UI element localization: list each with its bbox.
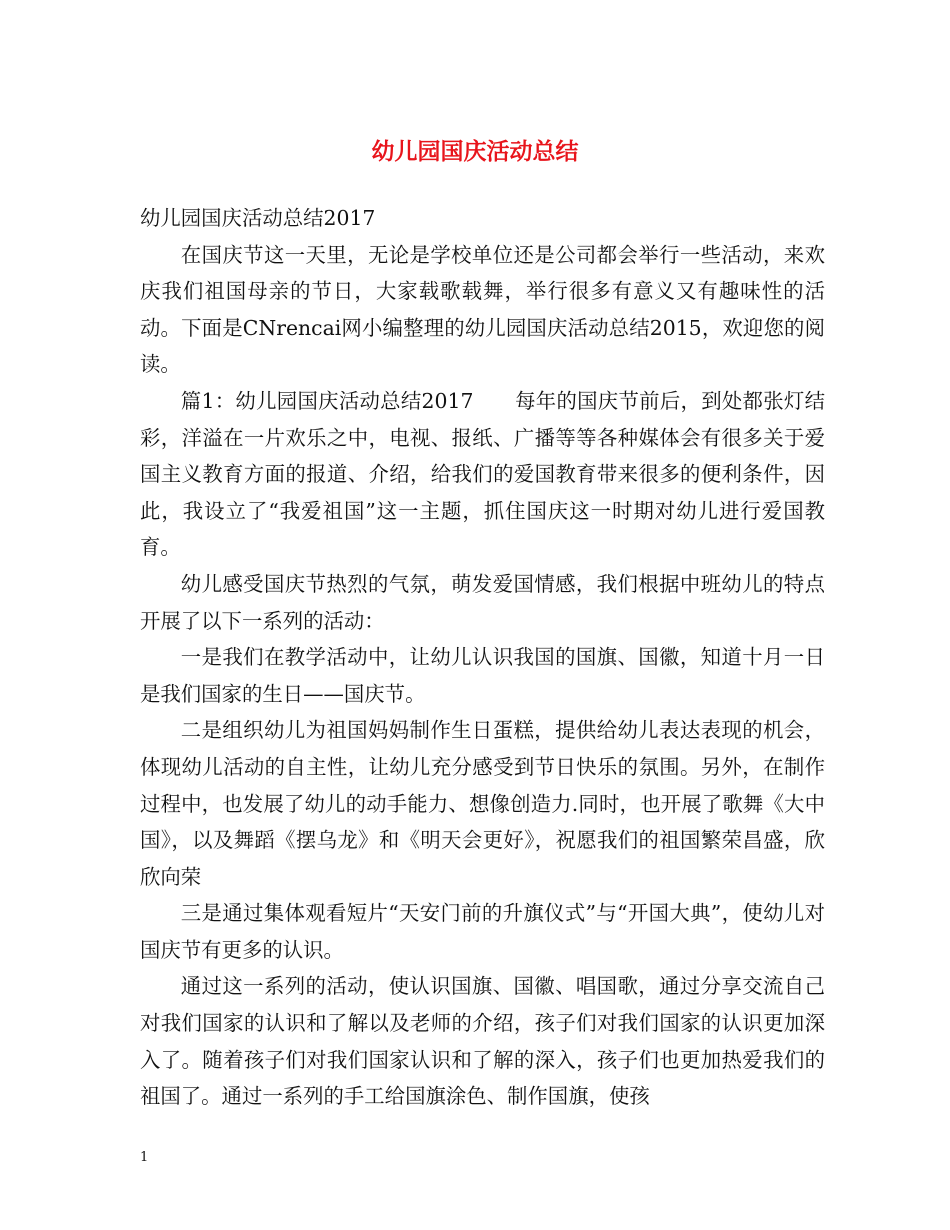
- intro-paragraph: 在国庆节这一天里，无论是学校单位还是公司都会举行一些活动，来欢庆我们祖国母亲的节日，大家载歌载舞，举行很多有意义又有趣味性的活动。下面是CNrencai网小编整理的幼儿园国庆活动总结2015，欢迎您的阅读。: [140, 242, 825, 377]
- body-paragraph: 三是通过集体观看短片“天安门前的升旗仪式”与“开国大典”，使幼儿对国庆节有更多的认识。: [140, 901, 825, 962]
- body-paragraph: 二是组织幼儿为祖国妈妈制作生日蛋糕，提供给幼儿表达表现的机会，体现幼儿活动的自主性，让幼儿充分感受到节日快乐的氛围。另外，在制作过程中，也发展了幼儿的动手能力、想像创造力.同时，也开展了歌舞《大中国》，以及舞蹈《摆乌龙》和《明天会更好》，祝愿我们的祖国繁荣昌盛，欣欣向荣: [140, 718, 825, 889]
- document-title: 幼儿园国庆活动总结: [371, 138, 579, 165]
- document-body: [140, 200, 825, 1115]
- body-paragraph: 幼儿感受国庆节热烈的气氛，萌发爱国情感，我们根据中班幼儿的特点开展了以下一系列的活动：: [140, 571, 825, 633]
- body-paragraph: 一是我们在教学活动中，让幼儿认识我国的国旗、国徽，知道十月一日是我们国家的生日——国庆节。: [140, 645, 825, 706]
- section-1-paragraph: 篇1：幼儿园国庆活动总结2017 每年的国庆节前后，到处都张灯结彩，洋溢在一片欢乐之中，电视、报纸、广播等等各种媒体会有很多关于爱国主义教育方面的报道、介绍，给我们的爱国教育带来很多的便利条件，因此，我设立了“我爱祖国”这一主题，抓住国庆这一时期对幼儿进行爱国教育。: [140, 388, 825, 560]
- page-number: 1: [140, 1150, 149, 1165]
- subtitle-paragraph: 幼儿园国庆活动总结2017: [140, 206, 376, 230]
- body-paragraph: 通过这一系列的活动，使认识国旗、国徽、唱国歌，通过分享交流自己对我们国家的认识和了解以及老师的介绍，孩子们对我们国家的认识更加深入了。随着孩子们对我们国家认识和了解的深入，孩子们也更加热爱我们的祖国了。通过一系列的手工给国旗涂色、制作国旗，使孩: [140, 974, 825, 1109]
